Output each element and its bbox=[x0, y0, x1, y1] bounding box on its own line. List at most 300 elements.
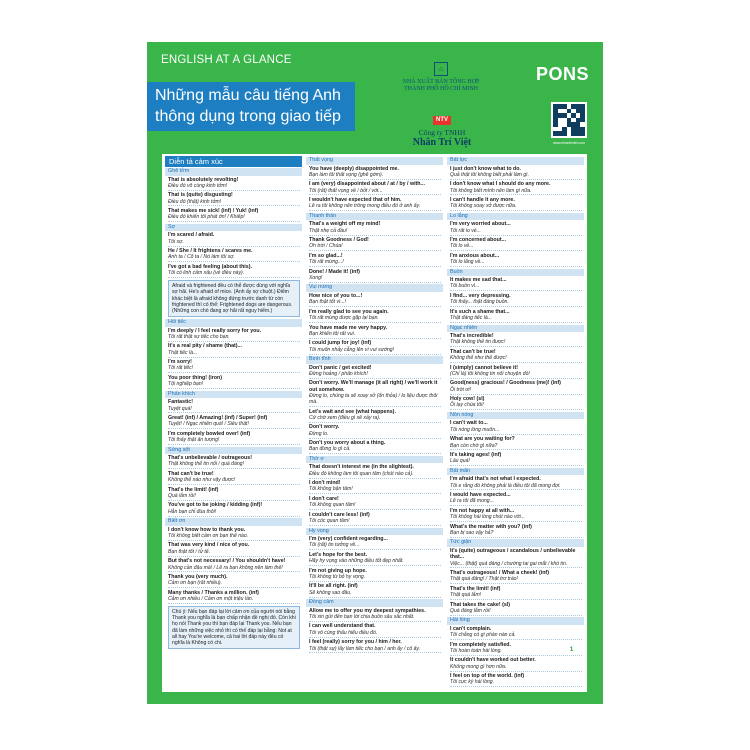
english-phrase: Don't you worry about a thing. bbox=[309, 440, 386, 447]
vietnamese-translation: Hẳn bạn chỉ đùa thôi! bbox=[168, 508, 217, 515]
vietnamese-translation: Tôi lo lắng về... bbox=[450, 259, 485, 266]
english-phrase: That's a weight off my mind! bbox=[309, 221, 381, 228]
section-title: Biết ơn bbox=[165, 518, 302, 526]
section-title: Hài lòng bbox=[447, 617, 584, 625]
english-phrase: I can well understand that. bbox=[309, 623, 376, 630]
section bbox=[165, 168, 302, 222]
vietnamese-translation: Tôi e rằng đó không phải là điều tôi đã mong đợi. bbox=[450, 482, 561, 489]
vietnamese-translation: Quả thật tôi không biết phải làm gì. bbox=[450, 171, 530, 178]
phrase-entry bbox=[168, 399, 300, 413]
english-phrase: I couldn't care less! (inf) bbox=[309, 511, 370, 518]
english-phrase: I can't complain. bbox=[450, 625, 492, 632]
english-phrase: Fantastic! bbox=[168, 399, 194, 406]
phrase-entry bbox=[168, 359, 300, 373]
vietnamese-translation: Tội nghiệp bạn! bbox=[168, 381, 204, 388]
english-phrase: Let's hope for the best. bbox=[309, 551, 368, 558]
phrase-entry bbox=[168, 232, 300, 246]
vietnamese-translation: Bạn bị sao vậy hả? bbox=[450, 529, 494, 536]
vietnamese-translation: Quá đáng lắm rồi! bbox=[450, 607, 491, 614]
phrase-entry bbox=[168, 415, 300, 429]
vietnamese-translation: Bạn đừng lo gì cả. bbox=[309, 446, 351, 453]
phrase-entry bbox=[450, 333, 582, 347]
phrase-entry bbox=[309, 480, 441, 494]
vietnamese-translation: Bạn thật tốt / tử tế. bbox=[168, 548, 211, 555]
english-phrase: You've got to be joking / kidding (inf)! bbox=[168, 502, 263, 509]
english-phrase: I just don't know what to do. bbox=[450, 165, 521, 172]
vietnamese-translation: Điều đó không làm tôi quan tâm (chút nào cả). bbox=[309, 470, 414, 477]
section-title: Sửng sốt bbox=[165, 447, 302, 455]
phrase-entry bbox=[450, 181, 582, 195]
phrase-entry bbox=[450, 293, 582, 307]
vietnamese-translation: Bạn khiến tôi rất vui. bbox=[309, 330, 356, 337]
english-phrase: I am (very) disappointed about / at / by / with... bbox=[309, 181, 425, 188]
phrase-entry bbox=[309, 197, 441, 211]
english-phrase: I'm completely satisfied. bbox=[450, 641, 512, 648]
english-phrase: I feel on top of the world. (inf) bbox=[450, 673, 525, 680]
section-title: Thanh thản bbox=[306, 213, 443, 221]
english-phrase: That's the limit! (inf) bbox=[168, 486, 219, 493]
vietnamese-translation: Không thể nào như vậy được! bbox=[168, 477, 236, 484]
phrase-entry bbox=[309, 608, 441, 622]
phrase-entry bbox=[168, 542, 300, 556]
section-title: Tức giận bbox=[447, 539, 584, 547]
vietnamese-translation: Bạn làm tôi thất vọng (ghê gớm). bbox=[309, 171, 384, 178]
vietnamese-translation: Việc... (thật) quá đáng / chướng tai gai mắt / khó tin. bbox=[450, 560, 568, 567]
english-phrase: How nice of you to...! bbox=[309, 292, 363, 299]
english-phrase: I'm not happy at all with... bbox=[450, 507, 515, 514]
series-label: ENGLISH AT A GLANCE bbox=[161, 54, 292, 66]
english-phrase: I don't care! bbox=[309, 495, 339, 502]
phrase-entry bbox=[168, 208, 300, 222]
section bbox=[306, 528, 443, 598]
english-phrase: I'm afraid that's not what I expected. bbox=[450, 476, 541, 483]
english-phrase: You have (deeply) disappointed me. bbox=[309, 165, 399, 172]
vietnamese-translation: Thật nhẹ cả đầu! bbox=[309, 227, 348, 234]
section bbox=[306, 456, 443, 526]
phrase-entry bbox=[168, 177, 300, 191]
section bbox=[447, 213, 584, 267]
english-phrase: That's outrageous! / What a cheek! (inf) bbox=[450, 569, 549, 576]
header bbox=[147, 42, 603, 154]
phrase-entry bbox=[309, 293, 441, 307]
english-phrase: That is (quite) disgusting! bbox=[168, 192, 233, 199]
publisher-line1: NHÀ XUẤT BẢN TỔNG HỢP bbox=[402, 79, 480, 85]
phrase-entry bbox=[450, 221, 582, 235]
english-phrase: That makes me sick! (inf) / Yuk! (inf) bbox=[168, 208, 259, 215]
phrase-entry bbox=[168, 487, 300, 501]
english-phrase: Thank Goodness / God! bbox=[309, 237, 369, 244]
english-phrase: I'm concerned about... bbox=[450, 237, 507, 244]
vietnamese-translation: Tôi không biết mình nên làm gì nữa. bbox=[450, 187, 532, 194]
section bbox=[165, 391, 302, 445]
english-phrase: That doesn't interest me (in the slightest). bbox=[309, 464, 414, 471]
english-phrase: That can't be true! bbox=[168, 470, 214, 477]
qr-code-icon[interactable] bbox=[551, 102, 587, 138]
phrase-entry bbox=[168, 192, 300, 206]
section bbox=[306, 356, 443, 454]
phrase-entry bbox=[168, 264, 300, 278]
page-title: Những mẫu câu tiếng Anh thông dụng trong giao tiếp bbox=[147, 82, 355, 131]
english-phrase: I'm sorry! bbox=[168, 359, 192, 366]
vietnamese-translation: Tuyệt quá! bbox=[168, 405, 192, 412]
phrase-entry bbox=[450, 166, 582, 180]
usage-note: Afraid và frightened đều có thể được dùng với nghĩa sợ hãi. He's afraid of mice. (Anh ấy sợ chuột.) Điểm khác biệt là afraid không đứng trước danh từ còn frightened thì có thể: Frightened dogs are dangerous. (Những con chó đang sợ hãi rất nguy hiểm.) bbox=[168, 280, 300, 317]
section bbox=[447, 157, 584, 211]
phrase-entry bbox=[168, 502, 300, 516]
english-phrase: I'm anxious about... bbox=[450, 252, 500, 259]
section bbox=[447, 468, 584, 538]
phrase-entry bbox=[450, 452, 582, 466]
phrase-entry bbox=[309, 365, 441, 379]
vietnamese-translation: Tôi lo về... bbox=[450, 243, 474, 250]
phrase-entry bbox=[450, 548, 582, 568]
english-phrase: Don't panic / get excited! bbox=[309, 364, 372, 371]
publisher-block bbox=[393, 62, 489, 93]
english-phrase: Don't worry. We'll manage (it all right) / we'll work it out somehow. bbox=[309, 380, 438, 393]
vietnamese-translation: Tôi có linh cảm xấu (về điều này). bbox=[168, 270, 245, 277]
vietnamese-translation: Tôi không từ bỏ hy vọng. bbox=[309, 573, 366, 580]
phrase-entry bbox=[450, 277, 582, 291]
page-number: 1 bbox=[567, 646, 576, 655]
english-phrase: It's such a shame that... bbox=[450, 308, 510, 315]
vietnamese-translation: Sẽ không sao đâu. bbox=[309, 589, 352, 596]
section bbox=[447, 325, 584, 411]
vietnamese-translation: Tôi hoàn toàn hài lòng. bbox=[450, 647, 502, 654]
section-title: Phấn khích bbox=[165, 391, 302, 399]
phrase-entry bbox=[450, 626, 582, 640]
vietnamese-translation: Tôi rất lo về... bbox=[450, 227, 481, 234]
phrase-entry bbox=[450, 365, 582, 379]
english-phrase: That's unbelievable / outrageous! bbox=[168, 455, 252, 462]
phrase-entry bbox=[168, 375, 300, 389]
phrase-entry bbox=[309, 409, 441, 423]
vietnamese-translation: Tôi thấy... thật đáng buồn. bbox=[450, 299, 509, 306]
english-phrase: I would have expected... bbox=[450, 492, 511, 499]
section bbox=[165, 319, 302, 389]
section-title: Buồn bbox=[447, 269, 584, 277]
vietnamese-translation: Tôi rất tiếc! bbox=[168, 365, 194, 372]
vietnamese-translation: Tôi không quan tâm! bbox=[309, 502, 356, 509]
phrase-entry bbox=[450, 420, 582, 434]
english-phrase: I feel (really) sorry for you / him / her. bbox=[309, 639, 402, 646]
vietnamese-translation: Tôi (rất) tin tưởng về... bbox=[309, 542, 360, 549]
section bbox=[165, 518, 302, 604]
english-phrase: I'm scared / afraid. bbox=[168, 232, 215, 239]
section bbox=[447, 617, 584, 687]
phrase-entry bbox=[309, 639, 441, 653]
english-phrase: It's a real pity / shame (that)... bbox=[168, 343, 242, 350]
vietnamese-translation: Cứ chờ xem (điều gì sẽ xảy ra). bbox=[309, 414, 381, 421]
phrase-entry bbox=[309, 253, 441, 267]
usage-note: Chú ý: Nếu bạn đáp lại lời cảm ơn của người nói bằng Thank you nghĩa là bạn chấp nhận đề nghị đó. Còn khi họ nói Thank you thì bạn đáp lại Thank you. Nếu bạn đã làm những việc nhỏ thì có thể đáp lại bằng: Not at all hay You're welcome, cả hai lời đáp này đều có nghĩa là Không có chi. bbox=[168, 606, 300, 649]
vietnamese-translation: Cảm ơn bạn (rất nhiều). bbox=[168, 580, 223, 587]
vietnamese-translation: Tôi chẳng có gì phàn nàn cả. bbox=[450, 632, 516, 639]
vietnamese-translation: Tuyệt! / Ngạc nhiên quá! / Siêu thật! bbox=[168, 421, 249, 428]
phrase-entry bbox=[450, 492, 582, 506]
column-1 bbox=[165, 156, 302, 690]
phrase-entry bbox=[309, 181, 441, 195]
section-title: Nôn nóng bbox=[447, 412, 584, 420]
vietnamese-translation: Đừng lo, chúng ta sẽ xoay xở (ổn thỏa) / lo liệu được thôi mà. bbox=[309, 392, 438, 406]
section-title: Ngạc nhiên bbox=[447, 325, 584, 333]
poster-sheet bbox=[147, 42, 603, 704]
phrase-entry bbox=[309, 464, 441, 478]
phrase-entry bbox=[450, 570, 582, 584]
section-title: Ghê tởm bbox=[165, 168, 302, 176]
vietnamese-translation: Cảm ơn nhiều / Cảm ơn một triệu lần. bbox=[168, 596, 254, 603]
english-phrase: That takes the cake! (sl) bbox=[450, 601, 511, 608]
english-phrase: It's taking ages! (inf) bbox=[450, 452, 502, 458]
vietnamese-translation: Thật tiếc là... bbox=[168, 349, 198, 356]
phrase-entry bbox=[450, 396, 582, 410]
phrase-entry bbox=[450, 380, 582, 394]
english-phrase: I could jump for joy! (inf) bbox=[309, 340, 372, 347]
column-2 bbox=[306, 156, 443, 690]
english-phrase: Thank you (very much). bbox=[168, 574, 228, 581]
section bbox=[447, 269, 584, 323]
phrase-columns bbox=[162, 154, 587, 692]
phrase-entry bbox=[309, 512, 441, 526]
phrase-entry bbox=[450, 586, 582, 600]
vietnamese-translation: Điều đó khiến tôi phát ớn! / Khiếp! bbox=[168, 214, 245, 221]
vietnamese-translation: Tôi cóc quan tâm! bbox=[309, 518, 350, 525]
phrase-entry bbox=[450, 524, 582, 538]
phrase-entry bbox=[450, 436, 582, 450]
vietnamese-translation: Thật không thể tin nổi / quá đáng! bbox=[168, 461, 244, 468]
publisher-logo-icon: ⌂ bbox=[434, 62, 448, 76]
vietnamese-translation: Tôi vô cùng thấu hiểu điều đó. bbox=[309, 629, 378, 636]
section-title: Bình tĩnh bbox=[306, 356, 443, 364]
phrase-entry bbox=[450, 602, 582, 616]
section bbox=[306, 599, 443, 653]
phrase-entry bbox=[450, 197, 582, 211]
vietnamese-translation: Tôi muốn nhảy cẫng lên vì vui sướng! bbox=[309, 346, 395, 353]
english-phrase: What are you waiting for? bbox=[450, 436, 515, 443]
vietnamese-translation: Tôi sợ. bbox=[168, 238, 184, 245]
vietnamese-translation: Thật đáng tiếc là... bbox=[450, 315, 492, 322]
vietnamese-translation: Tôi rất mừng được gặp lại bạn. bbox=[309, 315, 379, 322]
vietnamese-translation: Tôi buồn vì... bbox=[450, 283, 480, 290]
vietnamese-translation: Không mong gì hơn nữa. bbox=[450, 663, 507, 670]
english-phrase: Allow me to offer you my deepest sympathies. bbox=[309, 607, 426, 614]
section bbox=[306, 284, 443, 354]
vietnamese-translation: Lẽ ra tôi đã mong... bbox=[450, 498, 494, 505]
publisher-line2: THÀNH PHỐ HỒ CHÍ MINH bbox=[404, 86, 478, 92]
brand-logo: PONS bbox=[536, 64, 590, 84]
qr-caption: www.nhantriviet.com bbox=[552, 141, 586, 145]
vietnamese-translation: Tôi không biết cảm ơn bạn thế nào. bbox=[168, 533, 249, 539]
vietnamese-translation: Xong! bbox=[309, 274, 323, 281]
vietnamese-translation: Thật quá đáng! / Thật trơ tráo! bbox=[450, 576, 518, 583]
english-phrase: I can't wait to... bbox=[450, 420, 488, 427]
phrase-entry bbox=[309, 552, 441, 566]
english-phrase: That is absolutely revolting! bbox=[168, 176, 239, 183]
company-line: Công ty TNHH bbox=[418, 128, 466, 137]
english-phrase: It'll be all right. (inf) bbox=[309, 583, 358, 590]
phrase-entry bbox=[450, 673, 582, 687]
english-phrase: I'm so glad...! bbox=[309, 252, 343, 259]
section-title: Thất vọng bbox=[306, 157, 443, 165]
phrase-entry bbox=[168, 471, 300, 485]
phrase-entry bbox=[309, 237, 441, 251]
vietnamese-translation: Lẽ ra tôi không nên trông mong điều đó ở anh ấy. bbox=[309, 203, 421, 210]
english-phrase: It makes me sad that... bbox=[450, 277, 507, 284]
section bbox=[447, 539, 584, 615]
english-phrase: That's incredible! bbox=[450, 333, 494, 340]
section-title: Bất mãn bbox=[447, 468, 584, 476]
phrase-entry bbox=[450, 657, 582, 671]
phrase-entry bbox=[168, 455, 300, 469]
vietnamese-translation: Hãy hy vọng vào những điều tốt đẹp nhất. bbox=[309, 558, 404, 565]
vietnamese-translation: (Chỉ là) tôi không tin nổi chuyện đó! bbox=[450, 370, 530, 377]
phrase-entry bbox=[309, 623, 441, 637]
english-phrase: I'm very worried about... bbox=[450, 221, 511, 228]
column-3 bbox=[447, 156, 584, 690]
english-phrase: Great! (inf) / Amazing! (inf) / Super! (inf) bbox=[168, 415, 268, 422]
phrase-entry bbox=[168, 527, 300, 541]
section bbox=[165, 224, 302, 278]
section-title: Hối tiếc bbox=[165, 319, 302, 327]
english-phrase: It's (quite) outrageous / scandalous / unbelievable that... bbox=[450, 547, 576, 561]
phrase-entry bbox=[168, 328, 300, 342]
section-title: Hy vọng bbox=[306, 528, 443, 536]
english-phrase: That's the limit! (inf) bbox=[450, 585, 501, 592]
phrase-entry bbox=[450, 349, 582, 363]
main-section-title: Diễn tả cảm xúc bbox=[165, 156, 302, 167]
english-phrase: I can't handle it any more. bbox=[450, 197, 515, 204]
vietnamese-translation: Không thể như thế được! bbox=[450, 355, 507, 362]
phrase-entry bbox=[168, 574, 300, 588]
vietnamese-translation: Không cần đâu mà! / Lẽ ra bạn không nên làm thế! bbox=[168, 564, 283, 571]
phrase-entry bbox=[309, 325, 441, 339]
vietnamese-translation: Tôi thấy thật ấn tượng! bbox=[168, 437, 220, 444]
english-phrase: That can't be true! bbox=[450, 348, 496, 355]
vietnamese-translation: Tôi xin gửi đến bạn lời chia buồn sâu sắc nhất. bbox=[309, 613, 415, 620]
english-phrase: I'm not giving up hope. bbox=[309, 567, 367, 574]
ntv-badge: NTV bbox=[433, 116, 451, 125]
english-phrase: Let's wait and see (what happens). bbox=[309, 408, 396, 415]
phrase-entry bbox=[168, 343, 300, 357]
vietnamese-translation: Tôi không xoay xở được nữa. bbox=[450, 203, 517, 210]
english-phrase: I'm (very) confident regarding... bbox=[309, 536, 388, 543]
english-phrase: I've got a bad feeling (about this). bbox=[168, 263, 252, 270]
phrase-entry bbox=[450, 508, 582, 522]
section-title: Thờ ơ bbox=[306, 456, 443, 464]
section bbox=[306, 213, 443, 283]
vietnamese-translation: Tôi (thật sự) lấy làm tiếc cho bạn / anh ấy / cô ấy. bbox=[309, 645, 421, 652]
phrase-entry bbox=[309, 269, 441, 283]
company-name: Nhân Trí Việt bbox=[412, 137, 472, 148]
english-phrase: You poor thing! (iron) bbox=[168, 374, 223, 381]
english-phrase: Holy cow! (sl) bbox=[450, 396, 485, 403]
section bbox=[447, 412, 584, 466]
phrase-entry bbox=[309, 440, 441, 454]
vietnamese-translation: Đừng lo. bbox=[309, 430, 329, 437]
english-phrase: He / She / It frightens / scares me. bbox=[168, 248, 253, 255]
qr-cell bbox=[580, 131, 585, 136]
phrase-entry bbox=[309, 380, 441, 407]
english-phrase: That was very kind / nice of you. bbox=[168, 542, 250, 549]
section-title: Đồng cảm bbox=[306, 599, 443, 607]
phrase-entry bbox=[450, 642, 582, 656]
english-phrase: I'm really glad to see you again. bbox=[309, 308, 389, 315]
phrase-entry bbox=[309, 340, 441, 354]
english-phrase: Done! / Made it! (inf) bbox=[309, 268, 360, 275]
phrase-entry bbox=[309, 309, 441, 323]
english-phrase: But that's not necessary! / You shouldn't have! bbox=[168, 558, 286, 565]
vietnamese-translation: Điều đó (thật) kinh tởm! bbox=[168, 198, 222, 205]
english-phrase: I don't know what I should do any more. bbox=[450, 181, 551, 188]
company-block bbox=[397, 108, 487, 149]
phrase-entry bbox=[168, 590, 300, 604]
english-phrase: I don't mind! bbox=[309, 480, 341, 487]
english-phrase: Many thanks / Thanks a million. (inf) bbox=[168, 589, 259, 596]
phrase-entry bbox=[168, 248, 300, 262]
vietnamese-translation: Anh ta / Cô ta / Nó làm tôi sợ. bbox=[168, 254, 235, 261]
phrase-entry bbox=[309, 166, 441, 180]
vietnamese-translation: Tôi rất thật sự tiếc cho bạn. bbox=[168, 333, 230, 340]
english-phrase: You have made me very happy. bbox=[309, 324, 388, 331]
vietnamese-translation: Đừng hoảng / phấn khích! bbox=[309, 370, 368, 377]
section-title: Sợ bbox=[165, 224, 302, 232]
english-phrase: I'm completely bowled over! (inf) bbox=[168, 430, 251, 437]
phrase-entry bbox=[309, 424, 441, 438]
vietnamese-translation: Tôi không bận tâm! bbox=[309, 486, 353, 493]
phrase-entry bbox=[168, 558, 300, 572]
phrase-entry bbox=[309, 221, 441, 235]
section-title: Lo lắng bbox=[447, 213, 584, 221]
section bbox=[165, 447, 302, 517]
section-title: Vui mừng bbox=[306, 284, 443, 292]
phrase-entry bbox=[309, 568, 441, 582]
section bbox=[306, 157, 443, 211]
phrase-entry bbox=[309, 496, 441, 510]
english-phrase: I (simply) cannot believe it! bbox=[450, 364, 518, 371]
vietnamese-translation: Quá lắm rồi! bbox=[168, 492, 196, 499]
phrase-entry bbox=[450, 237, 582, 251]
vietnamese-translation: Điều đó vô cùng kinh tởm! bbox=[168, 182, 228, 189]
section-title: Bất lực bbox=[447, 157, 584, 165]
english-phrase: It couldn't have worked out better. bbox=[450, 657, 536, 664]
vietnamese-translation: Thật quá lắm! bbox=[450, 592, 482, 599]
vietnamese-translation: Thật không thể tin được! bbox=[450, 339, 506, 346]
phrase-entry bbox=[168, 431, 300, 445]
phrase-entry bbox=[450, 476, 582, 490]
vietnamese-translation: Tôi rất mừng...! bbox=[309, 259, 344, 266]
english-phrase: I wouldn't have expected that of him. bbox=[309, 197, 402, 204]
vietnamese-translation: Ôi lạy chúa tôi! bbox=[450, 402, 484, 409]
vietnamese-translation: Tôi không hài lòng chút nào với... bbox=[450, 514, 526, 521]
phrase-entry bbox=[309, 583, 441, 597]
vietnamese-translation: Tôi nóng lòng muốn... bbox=[450, 426, 500, 433]
vietnamese-translation: Bạn còn chờ gì nữa? bbox=[450, 442, 498, 449]
phrase-entry bbox=[309, 536, 441, 550]
vietnamese-translation: Bạn thật tốt vì...! bbox=[309, 299, 347, 306]
vietnamese-translation: Tôi (rất) thất vọng về / bởi / với... bbox=[309, 187, 383, 194]
english-phrase: Don't worry. bbox=[309, 424, 340, 431]
english-phrase: What's the matter with you? (inf) bbox=[450, 523, 532, 530]
english-phrase: I find... very depressing. bbox=[450, 292, 511, 299]
vietnamese-translation: Ôi trời ơi! bbox=[450, 386, 471, 393]
english-phrase: I don't know how to thank you. bbox=[168, 526, 246, 533]
english-phrase: Good(ness) gracious! / Goodness (me)! (inf) bbox=[450, 380, 561, 387]
english-phrase: I'm deeply / I feel really sorry for you. bbox=[168, 327, 262, 334]
vietnamese-translation: Lâu quá! bbox=[450, 458, 470, 465]
phrase-entry bbox=[450, 309, 582, 323]
vietnamese-translation: Ơn trời / Chúa! bbox=[309, 243, 343, 250]
vietnamese-translation: Tôi cực kỳ hài lòng. bbox=[450, 679, 494, 686]
phrase-entry bbox=[450, 253, 582, 267]
